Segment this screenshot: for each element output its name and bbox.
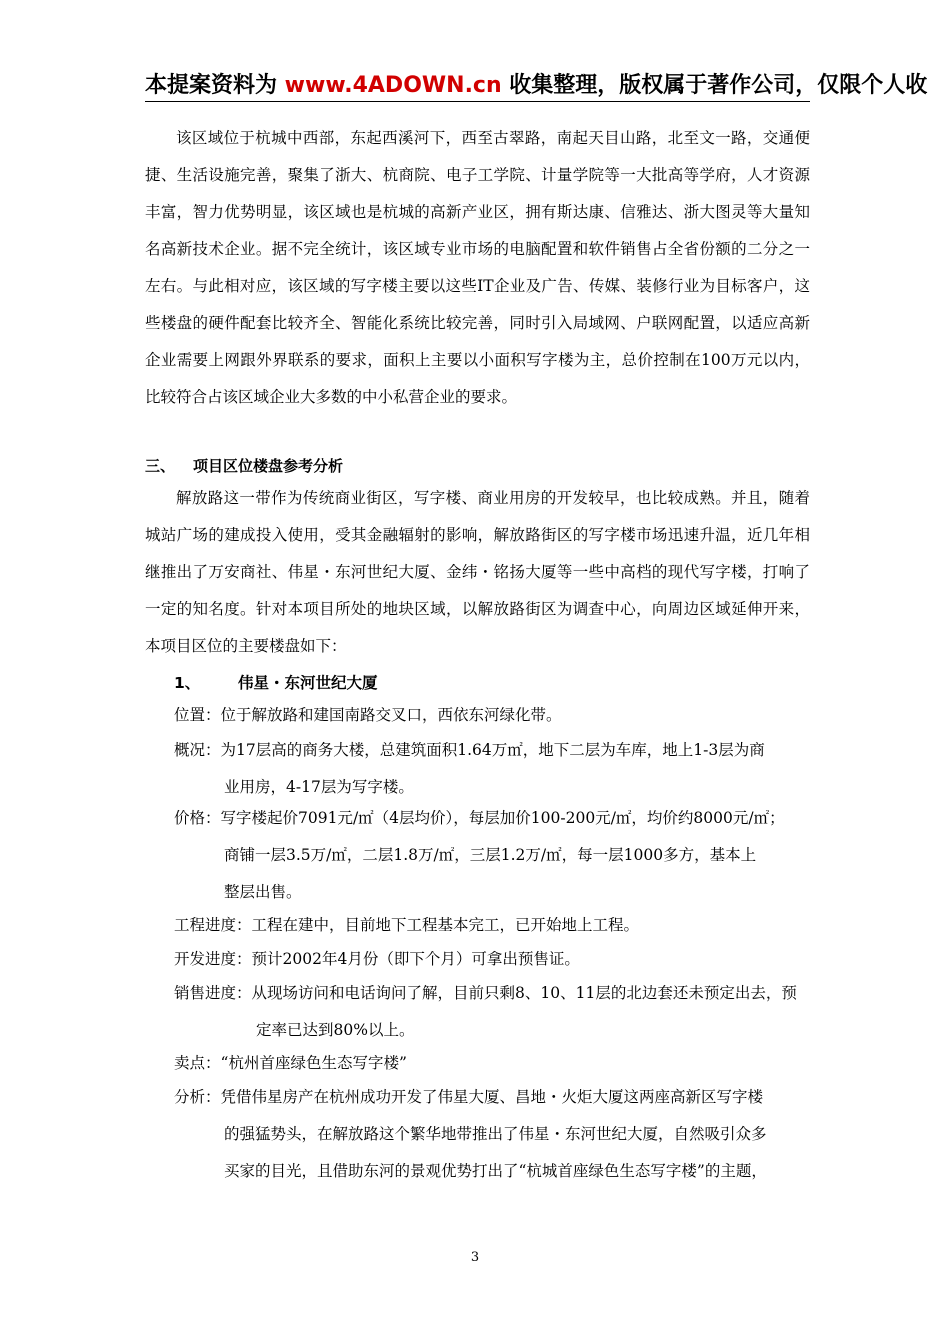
field-value-line: 业用房，4-17层为写字楼。 bbox=[224, 778, 414, 796]
field-value: 预计2002年4月份（即下个月）可拿出预售证。 bbox=[251, 950, 580, 968]
item-title-text: 伟星・东河世纪大厦 bbox=[238, 674, 378, 692]
field-analysis bbox=[174, 1079, 814, 1190]
section-title: 项目区位楼盘参考分析 bbox=[193, 457, 344, 475]
field-development bbox=[174, 941, 814, 978]
banner-prefix: 本提案资料为 bbox=[145, 73, 285, 98]
field-value-line: 商铺一层3.5万/㎡，二层1.8万/㎡，三层1.2万/㎡，每一层1000多方，基本上 bbox=[224, 846, 757, 864]
field-label: 销售进度： bbox=[174, 984, 252, 1002]
item-title bbox=[174, 671, 378, 693]
banner-site-url: www.4ADOWN.cn bbox=[284, 73, 502, 98]
section-number: 三、 bbox=[145, 457, 176, 475]
header-banner bbox=[145, 70, 950, 102]
field-label: 卖点： bbox=[174, 1054, 221, 1072]
item-number: 1、 bbox=[174, 674, 201, 692]
field-value-line: 凭借伟星房产在杭州成功开发了伟星大厦、昌地・火炬大厦这两座高新区写字楼 bbox=[220, 1088, 764, 1106]
field-label: 概况： bbox=[174, 741, 221, 759]
field-value-line: 从现场访问和电话询问了解，目前只剩8、10、11层的北边套还未预定出去，预 bbox=[251, 984, 797, 1002]
field-value: “杭州首座绿色生态写字楼” bbox=[220, 1054, 407, 1072]
field-value: 工程在建中，目前地下工程基本完工，已开始地上工程。 bbox=[251, 916, 640, 934]
field-value-line: 买家的目光，且借助东河的景观优势打出了“杭城首座绿色生态写字楼”的主题， bbox=[224, 1162, 767, 1180]
field-value: 位于解放路和建国南路交叉口，西依东河绿化带。 bbox=[220, 706, 562, 724]
field-value-line: 定率已达到80%以上。 bbox=[256, 1021, 415, 1039]
field-value-line: 整层出售。 bbox=[224, 883, 302, 901]
field-location bbox=[174, 697, 814, 734]
field-label: 位置： bbox=[174, 706, 221, 724]
banner-suffix: 收集整理，版权属于著作公司，仅限个人收 bbox=[501, 73, 928, 98]
field-price bbox=[174, 800, 814, 911]
field-label: 价格： bbox=[174, 809, 221, 827]
page-number: 3 bbox=[470, 1250, 480, 1265]
intro-paragraph: 该区域位于杭城中西部，东起西溪河下，西至古翠路，南起天目山路，北至文一路，交通便捷、生活设施完善，聚集了浙大、杭商院、电子工学院、计量学院等一大批高等学府，人才资源丰富，智力优势明显，该区域也是杭城的高新产业区，拥有斯达康、信雅达、浙大图灵等大量知名高新技术企业。据不完全统计，该区域专业市场的电脑配置和软件销售占全省份额的二分之一左右。与此相对应，该区域的写字楼主要以这些IT企业及广告、传媒、装修行业为目标客户，这些楼盘的硬件配套比较齐全、智能化系统比较完善，同时引入局域网、户联网配置，以适应高新企业需要上网跟外界联系的要求，面积上主要以小面积写字楼为主，总价控制在100万元以内，比较符合占该区域企业大多数的中小私营企业的要求。 bbox=[145, 129, 810, 406]
field-overview bbox=[174, 732, 814, 806]
field-value-line: 写字楼起价7091元/㎡（4层均价），每层加价100-200元/㎡，均价约8000元/㎡； bbox=[220, 809, 785, 827]
header-divider bbox=[145, 101, 810, 102]
field-label: 开发进度： bbox=[174, 950, 252, 968]
field-selling-point bbox=[174, 1045, 814, 1082]
field-construction bbox=[174, 907, 814, 944]
field-value-line: 的强猛势头，在解放路这个繁华地带推出了伟星・东河世纪大厦，自然吸引众多 bbox=[224, 1125, 767, 1143]
field-sales bbox=[174, 975, 814, 1049]
field-value-line: 为17层高的商务大楼，总建筑面积1.64万㎡，地下二层为车库，地上1-3层为商 bbox=[220, 741, 765, 759]
section-paragraph: 解放路这一带作为传统商业街区，写字楼、商业用房的开发较早，也比较成熟。并且，随着城站广场的建成投入使用，受其金融辐射的影响，解放路街区的写字楼市场迅速升温，近几年相继推出了万安商社、伟星・东河世纪大厦、金纬・铭扬大厦等一些中高档的现代写字楼，打响了一定的知名度。针对本项目所处的地块区域，以解放路街区为调查中心，向周边区域延伸开来，本项目区位的主要楼盘如下： bbox=[145, 489, 810, 655]
field-label: 工程进度： bbox=[174, 916, 252, 934]
section-heading bbox=[145, 455, 343, 476]
field-label: 分析： bbox=[174, 1088, 221, 1106]
